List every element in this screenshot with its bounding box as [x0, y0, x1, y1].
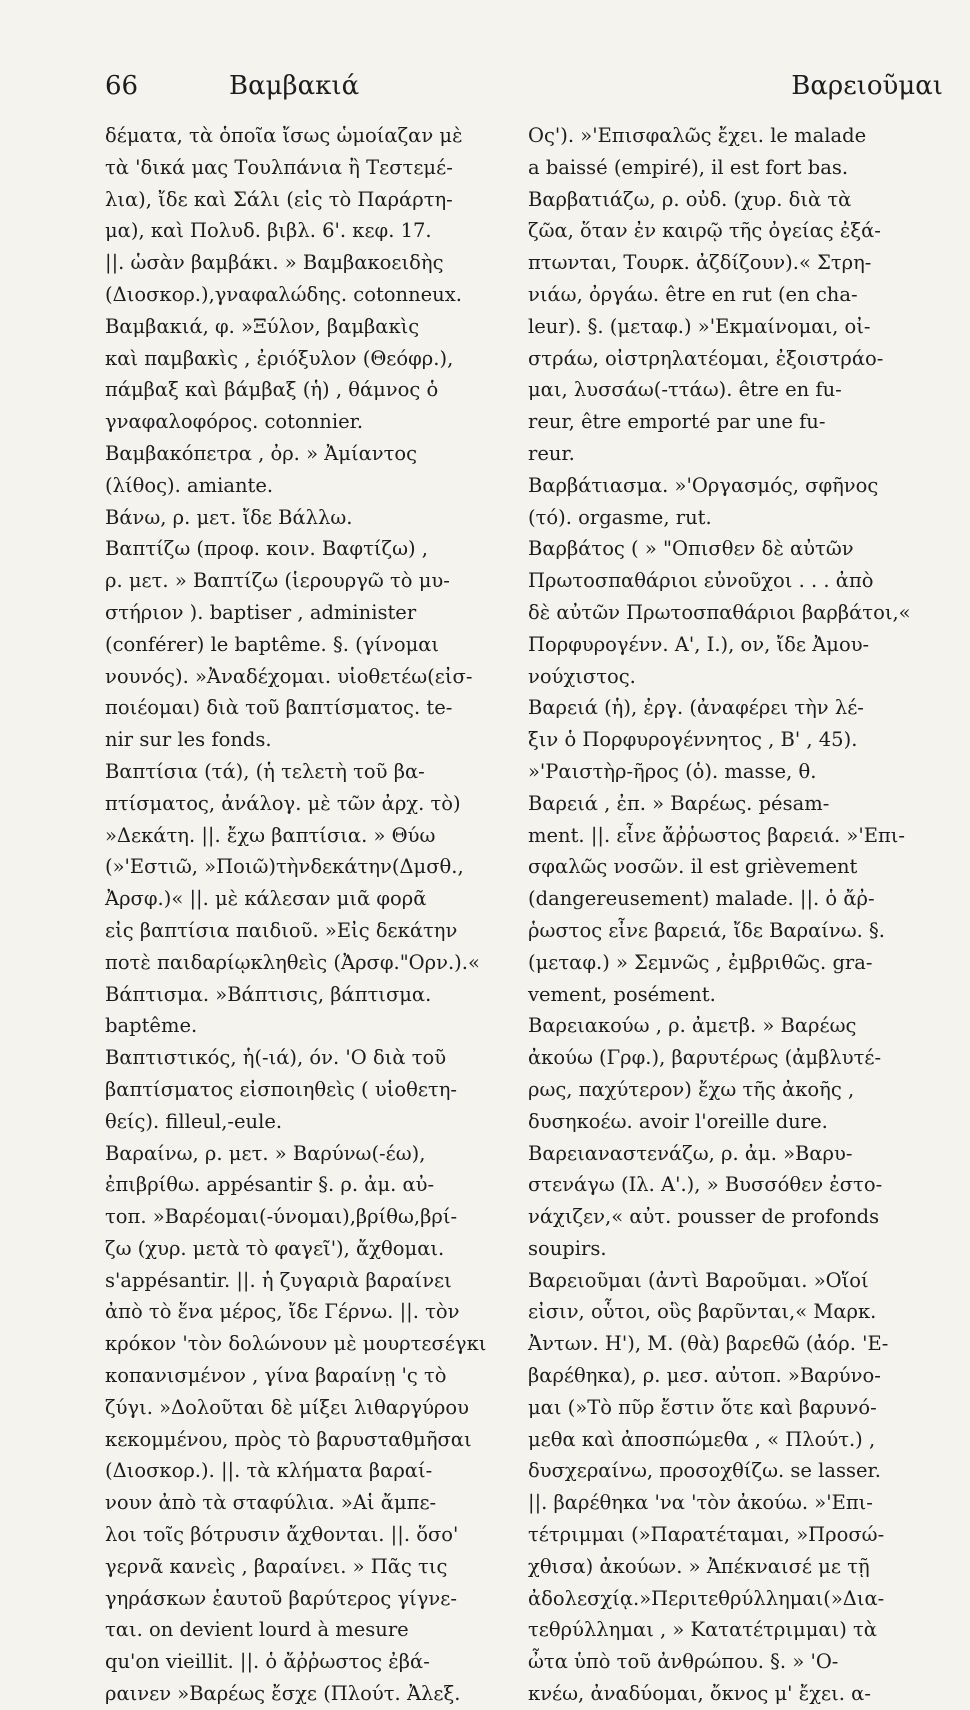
- text-line: πάμβαξ καὶ βάμβαξ (ἡ) , θάμνος ὁ: [105, 378, 439, 402]
- text-line: Βάπτισμα. »Βάπτισις, βάπτισμα.: [105, 982, 432, 1006]
- text-line: δέματα, τὰ ὁποῖα ἴσως ὡμοίαζαν μὲ: [105, 124, 463, 147]
- text-line: μαι, λυσσάω(-ττάω). être en fu-: [528, 378, 842, 402]
- text-line: ῥωστος εἶνε βαρειά, ἴδε Βαραίνω. §.: [528, 918, 886, 942]
- page-number: 66: [105, 71, 139, 101]
- page-header: [105, 66, 943, 106]
- text-line: μα), καὶ Πολυδ. βιβλ. 6'. κεφ. 17.: [105, 219, 432, 243]
- text-line: (Διοσκορ.). ||. τὰ κλήματα βαραί-: [105, 1459, 433, 1483]
- text-line: πτίσματος, ἀνάλογ. μὲ τῶν ἀρχ. τὸ): [105, 791, 461, 815]
- text-line: λια), ἴδε καὶ Σάλι (εἰς τὸ Παράρτη-: [105, 187, 453, 211]
- text-line: Βάνω, ρ. μετ. ἴδε Βάλλω.: [105, 505, 353, 529]
- text-line: κνέω, ἀναδύομαι, ὄκνος μ' ἔχει. α-: [528, 1682, 871, 1706]
- text-line: Πορφυρογένν. Α', Ι.), ον, ἴδε Ἀμου-: [528, 632, 870, 656]
- text-line: ραινεν »Βαρέως ἔσχε (Πλούτ. Ἀλεξ.: [105, 1682, 461, 1706]
- text-line: ||. ὡσὰν βαμβάκι. » Βαμβακοειδὴς: [105, 251, 444, 275]
- text-line: τεθρύλλημαι , » Κατατέτριμμαι) τὰ: [528, 1618, 877, 1642]
- text-line: ζῶα, ὅταν ἐν καιρῷ τῆς ὀγείας ἐξά-: [528, 219, 881, 243]
- text-line: a baissé (empiré), il est fort bas.: [528, 155, 849, 179]
- text-line: γναφαλοφόρος. cotonnier.: [105, 410, 364, 434]
- text-line: γηράσκων ἑαυτοῦ βαρύτερος γίγνε-: [105, 1586, 457, 1610]
- text-line: στήριον ). baptiser , administer: [105, 600, 417, 624]
- text-line: Βαρειακούω , ρ. ἀμετβ. » Βαρέως: [528, 1014, 857, 1038]
- text-line: βαπτίσματος εἰσποιηθεὶς ( υἱοθετη-: [105, 1077, 457, 1101]
- text-line: θείς). filleul,-eule.: [105, 1109, 283, 1133]
- text-line: Βαμβακιά, φ. »Ξύλον, βαμβακὶς: [105, 314, 420, 338]
- text-line: (Διοσκορ.),γναφαλώδης. cotonneux.: [105, 282, 462, 306]
- text-line: Ἀντων. Η'), Μ. (θὰ) βαρεθῶ (ἀόρ. 'Ε-: [528, 1332, 889, 1356]
- text-line: καὶ παμβακὶς , ἐριόξυλον (Θεόφρ.),: [105, 346, 454, 370]
- text-line: εἰς βαπτίσια παιδιοῦ. »Εἰς δεκάτην: [105, 918, 458, 942]
- text-line: νούχιστος.: [528, 664, 636, 688]
- text-line: ρ. μετ. » Βαπτίζω (ἱερουργῶ τὸ μυ-: [105, 569, 450, 593]
- text-line: Βαπτίζω (προφ. κοιν. Βαφτίζω) ,: [105, 537, 428, 561]
- text-line: Βαρειοῦμαι (ἀντὶ Βαροῦμαι. »Οἵοί: [528, 1268, 869, 1292]
- text-line: Βαρειά , ἐπ. » Βαρέως. pésam-: [528, 791, 830, 815]
- text-line: (λίθος). amiante.: [105, 473, 274, 497]
- text-line: δὲ αὐτῶν Πρωτοσπαθάριοι βαρβάτοι,«: [528, 600, 911, 624]
- text-line: μεθα καὶ ἀποσπώμεθα , « Πλούτ.) ,: [528, 1427, 876, 1451]
- text-line: (»'Εστιῶ, »Ποιῶ)τὴνδεκάτην(Δμσθ.,: [105, 855, 464, 879]
- text-line: ἀκούω (Γρφ.), βαρυτέρως (ἀμβλυτέ-: [528, 1046, 882, 1070]
- text-line: κρόκον 'τὸν δολώνουν μὲ μουρτεσέγκι: [105, 1332, 487, 1356]
- text-line: Βαρβάτιασμα. »'Οργασμός, σφῆνος: [528, 473, 879, 497]
- left-running-headword: Βαμβακιά: [229, 71, 360, 101]
- text-line: (conférer) le baptême. §. (γίνομαι: [105, 632, 440, 656]
- text-line: Βαραίνω, ρ. μετ. » Βαρύνω(-έω),: [105, 1141, 426, 1165]
- text-line: κεκομμένου, πρὸς τὸ βαρυσταθμῆσαι: [105, 1427, 472, 1451]
- text-line: ἐπιβρίθω. appésantir §. ρ. ἀμ. αὐ-: [105, 1173, 435, 1197]
- text-line: δυσχεραίνω, προσοχθίζω. se lasser.: [528, 1459, 881, 1483]
- left-column: [105, 120, 507, 1706]
- text-line: Ἀρσφ.)« ||. μὲ κάλεσαν μιᾶ φορᾶ: [105, 887, 427, 911]
- text-line: (μεταφ.) » Σεμνῶς , ἐμβριθῶς. gra-: [528, 950, 873, 974]
- text-line: ζω (χυρ. μετὰ τὸ φαγεῖ'), ἄχθομαι.: [105, 1236, 445, 1260]
- text-line: πτωνται, Τουρκ. ἀζδίζουν).« Στρη-: [528, 251, 872, 275]
- text-line: (τό). orgasme, rut.: [528, 505, 712, 529]
- text-line: qu'on vieillit. ||. ὁ ἄῤῥωστος ἐβά-: [105, 1650, 430, 1674]
- text-line: νουν ἀπὸ τὰ σταφύλια. »Αἱ ἄμπε-: [105, 1491, 437, 1515]
- text-line: ||. βαρέθηκα 'να 'τὸν ἀκούω. »'Επι-: [528, 1491, 873, 1515]
- text-line: γερνᾶ κανεὶς , βαραίνει. » Πᾶς τις: [105, 1554, 448, 1578]
- text-line: ἀπὸ τὸ ἕνα μέρος, ἴδε Γέρνω. ||. τὸν: [105, 1300, 460, 1324]
- text-line: εἰσιν, οὗτοι, οὓς βαρῦνται,« Μαρκ.: [528, 1300, 877, 1324]
- text-line: vement, posément.: [528, 982, 716, 1006]
- text-line: Βαπτιστικός, ἡ(-ιά), όν. 'Ο διὰ τοῦ: [105, 1046, 447, 1070]
- text-line: κοπανισμένον , γίνα βαραίνῃ 'ς τὸ: [105, 1364, 447, 1388]
- text-line: baptême.: [105, 1014, 198, 1038]
- text-line: ὦτα ὑπὸ τοῦ ἀνθρώπου. §. » 'Ο-: [528, 1650, 839, 1674]
- text-line: s'appésantir. ||. ἡ ζυγαριὰ βαραίνει: [105, 1268, 452, 1292]
- text-line: reur.: [528, 441, 575, 465]
- text-line: Βαρβάτος ( » "Οπισθεν δὲ αὐτῶν: [528, 537, 854, 561]
- text-line: ρως, παχύτερον) ἔχω τῆς ἀκοῆς ,: [528, 1077, 855, 1101]
- text-line: soupirs.: [528, 1236, 607, 1260]
- right-running-headword: Βαρειοῦμαι: [791, 71, 943, 101]
- text-line: νιάω, ὀργάω. être en rut (en cha-: [528, 282, 858, 306]
- text-line: τοπ. »Βαρέομαι(-ύνομαι),βρίθω,βρί-: [105, 1205, 458, 1229]
- text-line: βαρέθηκα), ρ. μεσ. αὐτοπ. »Βαρύνο-: [528, 1364, 881, 1388]
- text-line: στενάγω (Ιλ. Α'.), » Βυσσόθεν ἐστο-: [528, 1173, 883, 1197]
- text-line: δυσηκοέω. avoir l'oreille dure.: [528, 1109, 828, 1133]
- text-line: μαι (»Τὸ πῦρ ἔστιν ὅτε καὶ βαρυνό-: [528, 1395, 877, 1419]
- text-line: Ος'). »'Επισφαλῶς ἔχει. le malade: [528, 124, 867, 147]
- text-line: ξιν ὁ Πορφυρογέννητος , Β' , 45).: [528, 728, 858, 752]
- text-line: στράω, οἰστρηλατέομαι, ἐξοιστράο-: [528, 346, 884, 370]
- text-line: νουνός). »Ἀναδέχομαι. υἱοθετέω(εἰσ-: [105, 664, 473, 688]
- text-line: τὰ 'δικά μας Τουλπάνια ἢ Τεστεμέ-: [105, 155, 453, 179]
- text-line: reur, être emporté par une fu-: [528, 410, 826, 434]
- text-line: »Δεκάτη. ||. ἔχω βαπτίσια. » Θύω: [105, 823, 436, 847]
- text-line: ποτὲ παιδαρίῳκληθεὶς (Ἀρσφ."Ορν.).«: [105, 950, 480, 974]
- text-line: Βαρειά (ἡ), ἐργ. (ἀναφέρει τὴν λέ-: [528, 696, 864, 720]
- text-line: Βαπτίσια (τά), (ἡ τελετὴ τοῦ βα-: [105, 759, 425, 783]
- text-line: λοι τοῖς βότρυσιν ἄχθονται. ||. ὅσο': [105, 1523, 459, 1547]
- text-line: Βαρειαναστενάζω, ρ. ἀμ. »Βαρυ-: [528, 1141, 853, 1165]
- text-line: ποιέομαι) διὰ τοῦ βαπτίσματος. te-: [105, 696, 453, 720]
- text-line: ment. ||. εἶνε ἄῤῥωστος βαρειά. »'Επι-: [528, 823, 906, 847]
- text-line: ται. on devient lourd à mesure: [105, 1618, 409, 1642]
- text-line: nir sur les fonds.: [105, 728, 272, 752]
- text-line: ἀδολεσχίᾳ.»Περιτεθρύλλημαι(»Δια-: [528, 1586, 885, 1610]
- text-line: »'Ραιστὴρ-ῆρος (ὁ). masse, θ.: [528, 759, 817, 783]
- text-line: Πρωτοσπαθάριοι εὐνοῦχοι . . . ἀπὸ: [528, 569, 874, 593]
- text-line: νάχιζεν,« αὐτ. pousser de profonds: [528, 1205, 880, 1229]
- text-line: χθισα) ἀκούων. » Ἀπέκναισέ με τῇ: [528, 1554, 870, 1578]
- text-line: leur). §. (μεταφ.) »'Εκμαίνομαι, οἰ-: [528, 314, 871, 338]
- text-line: τέτριμμαι (»Παρατέταμαι, »Προσώ-: [528, 1523, 885, 1547]
- text-line: Βαρβατιάζω, ρ. οὐδ. (χυρ. διὰ τὰ: [528, 187, 852, 211]
- text-line: Βαμβακόπετρα , ὀρ. » Ἀμίαντος: [105, 441, 418, 465]
- text-line: (dangereusement) malade. ||. ὁ ἄῤ-: [528, 887, 875, 911]
- text-line: ζύγι. »Δολοῦται δὲ μίξει λιθαργύρου: [105, 1395, 469, 1419]
- right-column: [528, 120, 943, 1706]
- text-line: σφαλῶς νοσῶν. il est grièvement: [528, 855, 858, 879]
